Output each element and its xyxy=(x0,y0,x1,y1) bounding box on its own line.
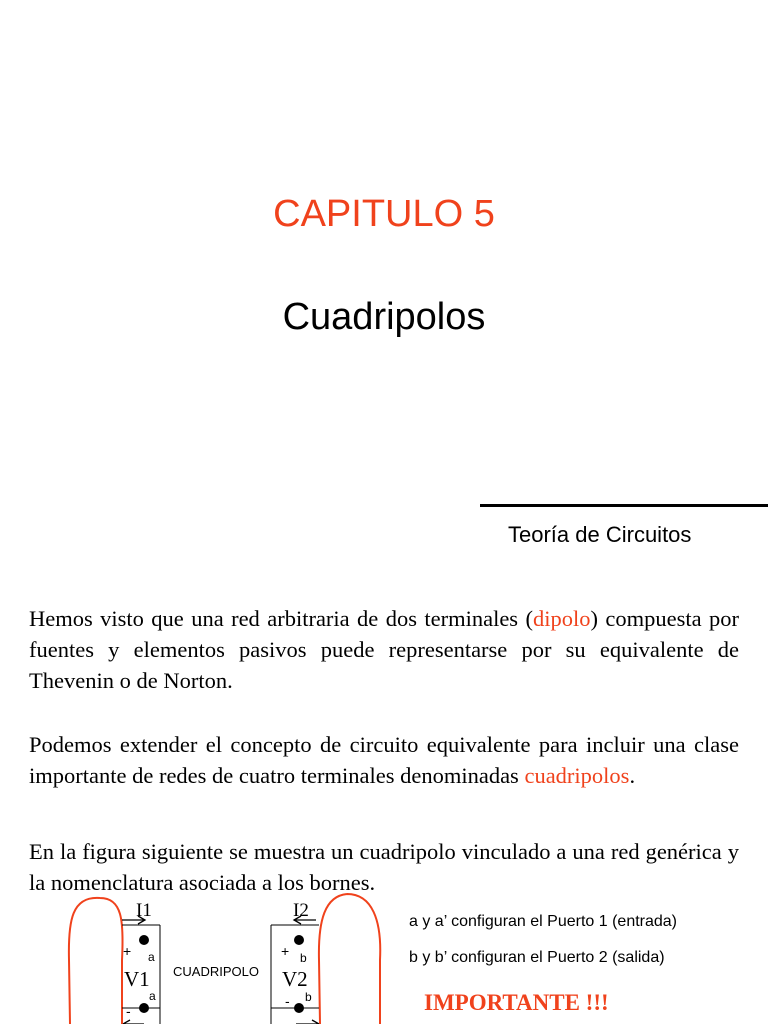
important-label: IMPORTANTE !!! xyxy=(424,990,609,1015)
paragraph-text: . xyxy=(629,763,636,788)
right-network-loop xyxy=(319,894,380,1024)
v2-minus: - xyxy=(285,993,290,1009)
paragraph-text: ) compuesta por fuentes y elementos pasivos puede representarse por su equivalente de Thevenin o de Norton. xyxy=(29,606,739,693)
v1-minus: - xyxy=(126,1003,131,1019)
v1-label: V1 xyxy=(124,967,150,991)
terminal-b-prime xyxy=(294,1003,304,1013)
v2-label: V2 xyxy=(282,967,308,991)
course-name: Teoría de Circuitos xyxy=(508,522,692,547)
divider-line xyxy=(480,504,768,507)
i1-label: I1 xyxy=(136,900,152,921)
paragraph-cuadripolos xyxy=(29,729,739,791)
paragraph-text: Hemos visto que una red arbitraria de dos terminales ( xyxy=(29,606,533,631)
terminal-b xyxy=(294,935,304,945)
i2-label: I2 xyxy=(293,900,309,921)
highlight-dipolo: dipolo xyxy=(532,606,591,631)
v2-plus: + xyxy=(281,943,290,959)
label-b-prime: b xyxy=(305,990,312,1004)
chapter-title: CAPITULO 5 xyxy=(273,193,495,235)
label-b: b xyxy=(300,951,307,965)
paragraph-dipolo xyxy=(29,603,739,696)
port2-note: b y b’ configuran el Puerto 2 (salida) xyxy=(409,949,665,966)
label-a-prime: a xyxy=(149,989,156,1003)
bottom-left-arrow xyxy=(123,1020,144,1024)
paragraph-text: Podemos extender el concepto de circuito equivalente para incluir una clase importante de redes de cuatro terminales denominadas xyxy=(29,732,739,788)
port1-note: a y a’ configuran el Puerto 1 (entrada) xyxy=(409,913,678,930)
highlight-cuadripolos: cuadripolos xyxy=(524,763,630,788)
v1-plus: + xyxy=(123,943,132,959)
left-network-loop xyxy=(69,898,123,1024)
box-label: CUADRIPOLO xyxy=(173,964,259,979)
label-a: a xyxy=(148,950,155,964)
bottom-right-arrow xyxy=(296,1020,319,1024)
paragraph-figure-intro: En la figura siguiente se muestra un cuadripolo vinculado a una red genérica y la nomenclatura asociada a los bornes. xyxy=(29,839,739,895)
chapter-subtitle: Cuadripolos xyxy=(282,296,486,338)
quadripole-diagram xyxy=(60,890,390,1024)
terminal-a-prime xyxy=(139,1003,149,1013)
terminal-a xyxy=(139,935,149,945)
